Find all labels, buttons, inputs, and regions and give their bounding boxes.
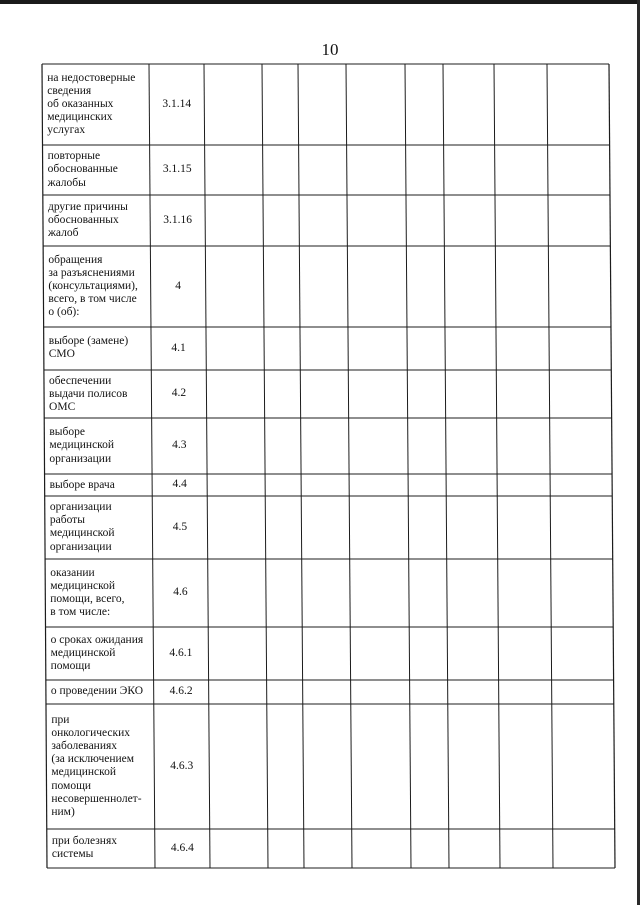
row-label-line: обращения — [48, 253, 103, 266]
row-code: 4.4 — [172, 478, 187, 490]
row-label-line: работы — [49, 514, 85, 527]
row-code: 3.1.15 — [162, 163, 192, 175]
row-label — [49, 375, 127, 414]
row-label-line: о проведении ЭКО — [50, 685, 144, 698]
row-code: 4.3 — [172, 439, 187, 451]
row-label — [50, 479, 115, 492]
row-label-line: выборе — [49, 426, 85, 439]
row-label-line: обеспечении — [49, 375, 112, 387]
row-label-line: жалоб — [47, 227, 79, 240]
row-label — [49, 335, 128, 361]
row-label-line: (консультациями), — [48, 279, 138, 292]
row-label — [47, 72, 135, 137]
row-label-line: ОМС — [49, 401, 76, 414]
row-label-line: медицинской — [50, 579, 115, 592]
column-rule — [149, 64, 155, 868]
row-label-line: о сроках ожидания — [50, 633, 144, 646]
row-label-line: обоснованные — [47, 163, 118, 176]
row-label — [52, 835, 117, 861]
column-rule — [443, 64, 449, 868]
row-label-line: другие причины — [47, 200, 128, 213]
row-label-line: сведения — [47, 84, 92, 97]
row-label-line: в том числе: — [50, 606, 111, 619]
row-label-line: оказании — [50, 566, 95, 579]
row-label-line: выборе врача — [49, 479, 115, 491]
row-code: 4.6.2 — [169, 685, 193, 697]
row-label — [51, 714, 141, 819]
row-label-line: помощи — [50, 660, 91, 673]
column-rule — [204, 64, 210, 868]
row-code: 4.6.3 — [170, 759, 194, 772]
row-label — [50, 567, 124, 619]
column-rule — [405, 64, 411, 868]
row-label-line: несовершеннолет- — [51, 792, 142, 805]
row-label-line: всего, в том числе — [48, 293, 137, 306]
column-rule — [494, 64, 500, 868]
row-label-line: медицинской — [50, 646, 116, 659]
row-label-line: организации — [49, 501, 112, 514]
row-code: 4.5 — [172, 520, 188, 533]
row-code: 3.1.16 — [163, 213, 193, 226]
row-code: 4.1 — [171, 341, 186, 354]
row-label — [51, 685, 143, 698]
row-label — [48, 150, 118, 189]
row-label-line: выборе (замене) — [48, 335, 129, 348]
column-rule — [262, 64, 268, 868]
column-rule — [298, 64, 304, 868]
row-label-line: о (об): — [48, 306, 80, 319]
row-label — [48, 201, 128, 240]
row-code: 4.2 — [171, 387, 187, 399]
row-label-line: на недостоверные — [47, 71, 136, 84]
row-label — [51, 634, 144, 673]
page-number: 10 — [321, 40, 339, 59]
row-label-line: заболеваниях — [51, 740, 118, 753]
row-label-line: при болезнях — [51, 835, 117, 848]
row-label-line: онкологических — [51, 727, 130, 740]
column-rule — [609, 64, 615, 868]
row-label — [49, 426, 114, 465]
row-label-line: организации — [49, 452, 112, 465]
row-label-line: выдачи полисов — [49, 388, 128, 401]
column-rule — [547, 64, 553, 868]
row-label-line: системы — [51, 848, 94, 861]
row-label-line: повторные — [47, 150, 101, 163]
row-code: 3.1.14 — [162, 97, 192, 110]
row-code: 4 — [175, 279, 182, 292]
row-label — [50, 501, 115, 553]
row-code: 4.6.1 — [169, 646, 193, 659]
row-label — [48, 254, 137, 319]
row-label-line: жалобы — [47, 176, 86, 189]
row-label-line: медицинской — [49, 527, 115, 540]
column-rule — [42, 64, 47, 868]
row-code: 4.6 — [173, 586, 188, 598]
row-label-line: помощи — [51, 779, 92, 792]
row-code: 4.6.4 — [170, 841, 194, 854]
row-label-line: СМО — [48, 348, 75, 361]
row-label-line: (за исключением — [51, 753, 135, 766]
row-label-line: ним) — [51, 805, 75, 818]
row-label-line: медицинской — [51, 766, 117, 779]
row-label-line: об оказанных — [47, 97, 114, 110]
row-label-line: медицинской — [49, 439, 115, 452]
column-rule — [346, 64, 352, 868]
row-label-line: помощи, всего, — [50, 592, 125, 605]
row-label-line: при — [51, 714, 70, 727]
row-label-line: организации — [49, 540, 112, 553]
row-label-line: медицинских — [47, 111, 113, 124]
row-label-line: услугах — [47, 124, 86, 137]
row-label-line: за разъяснениями — [48, 266, 135, 279]
row-label-line: обоснованных — [47, 213, 119, 226]
